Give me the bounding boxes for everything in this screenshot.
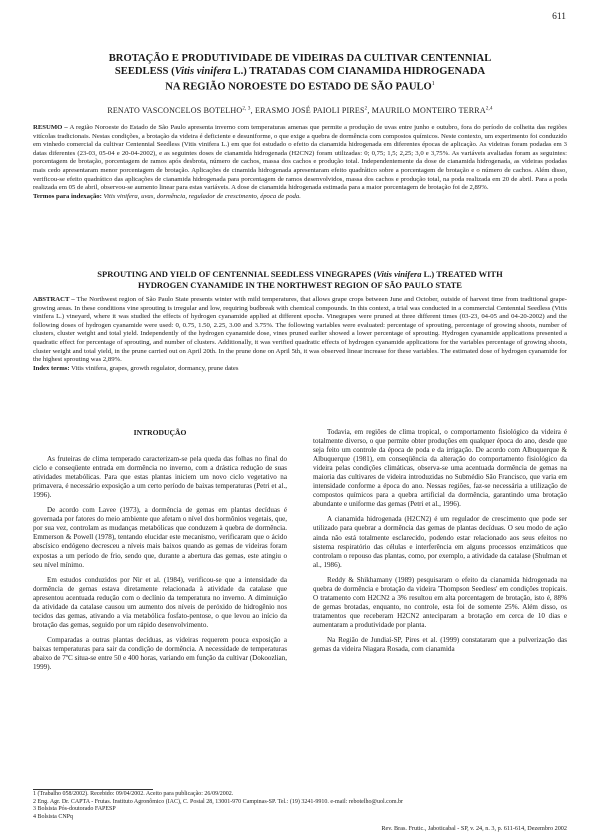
footnotes: [33, 791, 567, 822]
title-line-3: NA REGIÃO NOROESTE DO ESTADO DE SÃO PAULO$^1$: [165, 81, 435, 93]
footnote-divider: [33, 789, 153, 790]
body-column-right: [313, 428, 567, 654]
paragraph: A cianamida hidrogenada (H2CN2) é um regulador de crescimento que pode ser utilizado para quebrar a dormência das gemas de plantas decíduas. O seu modo de ação ainda não está totalmente esclarecido, podendo estar relacionado aos seus efeitos no sistema respiratório das células e interferência em alguns processos enzimáticos que controlam o repouso das plantas, como, por exemplo, a atividade da catalase (Shulman et al., 1986).: [313, 515, 567, 569]
abstract-label: ABSTRACT –: [33, 296, 75, 303]
footnote: 1 (Trabalho 058/2002). Recebido: 09/04/2002. Aceito para publicação: 26/09/2002.: [33, 791, 234, 797]
english-title: [40, 269, 560, 291]
footnote: 4 Bolsista CNPq: [33, 814, 74, 821]
title-line-2: SEEDLESS (Vitis vinifera L.) TRATADAS COM CIANAMIDA HIDROGENADA: [114, 66, 486, 77]
resumo-terms: Vitis vinifera, uvas, dormência, regulador de crescimento, época de poda.: [101, 192, 301, 200]
paragraph: Reddy & Shikhamany (1989) pesquisaram o efeito da cianamida hidrogenada na quebra de dormência e brotação da videira 'Thompson Seedless' em condições tropicais. O tratamento com H2CN2 a 3% resultou em alta porcentagem de brotação, isto é, 88% de gemas brotadas, enquanto, no controle, esta foi de somente 25%. Além disso, os tratamentos que receberam H2CN2 anteciparam a brotação em cerca de 10 dias e aumentaram a produtividade por planta.: [313, 575, 567, 629]
abstract-block: [33, 296, 567, 373]
paragraph: Comparadas a outras plantas decíduas, as videiras requerem pouca exposição a baixas temperaturas para sair da condição de dormência. A necessidade de temperaturas abaixo de 7ºC situa-se entre 50 e 400 horas, variando em função da cultivar (Dokoozlian, 1999).: [33, 635, 287, 672]
abstract-terms-label: Index terms:: [33, 364, 70, 372]
resumo-label: RESUMO –: [33, 124, 68, 131]
author-list: RENATO VASCONCELOS BOTELHO$^{2, 3}$, ERASMO JOSÉ PAIOLI PIRES$^2$, MAURILO MONTEIRO TERRA$^{2,4}$: [107, 106, 493, 115]
paragraph: As fruteiras de clima temperado caracterizam-se pela queda das folhas no final do ciclo e conseqüente entrada em dormência no inverno, com a drástica redução de suas atividades metabólicas. Para que estas plantas iniciem um novo ciclo vegetativo na primavera, é necessário exposição a um certo período de baixas temperaturas (Petri et al., 1996).: [33, 455, 287, 500]
footnote: 3 Bolsista Pós-doutorado FAPESP: [33, 806, 116, 813]
resumo-terms-label: Termos para indexação:: [33, 192, 102, 200]
footnote: 2 Eng. Agr. Dr. CAPTA - Frutas. Instituto Agronômico (IAC), C. Postal 28, 13001-970 Campinas-SP. Tel.: (19) 3241-9910. e-mail: rebotelho@uol.com.br: [33, 798, 403, 805]
author-2: ERASMO JOSÉ PAIOLI PIRES: [255, 106, 365, 115]
english-title-line-1: SPROUTING AND YIELD OF CENTENNIAL SEEDLESS VINEGRAPES (Vitis vinifera L.) TREATED WITH: [97, 269, 503, 279]
paragraph: Em estudos conduzidos por Nir et al. (1984), verificou-se que a intensidade da dormência de gemas estava diretamente relacionada à atividade da catalase que apresentou acentuada redução com o declínio da temperatura no inverno. A diminuição da atividade da catalase causou um aumento dos níveis de peróxido de hidrogênio nos tecidos das gemas, ativando a via metabólica fosfato-pentose, o que levou ao início da brotação das gemas, seguido por um rápido desenvolvimento.: [33, 575, 287, 629]
paragraph: Todavia, em regiões de clima tropical, o comportamento fisiológico da videira é totalmente diverso, o que permite obter produções em qualquer época do ano, desde que seja feito um controle da época de poda e da irrigação. De acordo com Albuquerque & Albuquerque (1981), em conseqüência da alteração do comportamento fisiológico da videira pelas condições climáticas, observa-se uma acentuada dormência de gemas na maioria das cultivares de videira introduzidas no Submédio São Francisco, que varia em intensidade conforme a época do ano. Nessas regiões, faz-se necessária a utilização de compostos químicos para a quebra artificial da dormência, garantindo uma brotação abundante e uniforme das gemas (Petri et al., 1996).: [313, 428, 567, 509]
journal-citation: Rev. Bras. Frutic., Jaboticabal - SP, v. 24, n. 3, p. 611-614, Dezembro 2002: [381, 825, 567, 832]
author-3: MAURILO MONTEIRO TERRA: [371, 106, 486, 115]
english-title-line-2: HYDROGEN CYANAMIDE IN THE NORTHWEST REGION OF SÃO PAULO STATE: [138, 280, 462, 290]
author-1: RENATO VASCONCELOS BOTELHO: [107, 106, 243, 115]
title-line-1: BROTAÇÃO E PRODUTIVIDADE DE VIDEIRAS DA CULTIVAR CENTENNIAL: [108, 53, 492, 64]
paragraph: Na Região de Jundiaí-SP, Pires et al. (1999) constataram que a pulverização das gemas da videira Niagara Rosada, com cianamida: [313, 635, 567, 654]
section-heading-introducao: INTRODUÇÃO: [133, 428, 187, 437]
resumo-block: [33, 124, 567, 201]
body-column-left: [33, 428, 287, 672]
paper-title: [40, 52, 560, 94]
paragraph: De acordo com Lavee (1973), a dormência de gemas em plantas decíduas é governada por fatores do meio ambiente que afetam o nível dos hormônios vegetais, que, por sua vez, controlam as mudanças metabólicas que conduzem à quebra de dormência. Emmerson & Powell (1978), tentando elucidar este mecanismo, verificaram que o ácido abscísico endógeno decresceu a níveis mais baixos quando as gemas de videiras foram expostas a um período de frio, sendo que, durante a abertura das gemas, este atingiu o seu nível mínimo.: [33, 506, 287, 569]
abstract-text: The Northwest region of São Paulo State presents winter with mild temperatures, that allows grape crops between June and October, outside of harvest time from traditional grape-growing areas. In these conditions vine sprouting is irregular and low, requiring budbreak with chemical compounds. In this context, a trial was conducted in a commercial Centennial Seedless (Vitis vinifera L.) vineyard, where it was studied the effects of hydrogen cyanamide applied at different epochs. Vinegrapes were pruned at three different times (03-23, 04-05 and 04-20-2002) and the following doses of hydrogen cyanamide were used: 0, 0.75, 1.50, 2.25, 3.00 and 3.75%. The following variables were evaluated: percentage of sprouting, percentage of growing shoots, number of clusters, cluster weight and total yield. Independently of the hydrogen cyanamide dose, vines pruned earlier showed a lower percentage of sprouting. Hydrogen cyanamide applications presented a quadratic effect for percentage of sprouting, and number of clusters. Additionally, it was verified quadratic effects of hydrogen cyanamide applications for the variables percentage of growing shoots, cluster weight and total yield, in the prune carried out on April 20th. In the prune done on April 5th, it was observed linear increase for these variables. The estimated dose of hydrogen cyanamide for the highest sprouting was 2,89%.: [33, 296, 567, 364]
resumo-text: A região Noroeste do Estado de São Paulo apresenta inverno com temperaturas amenas que permite a produção de uvas entre junho e outubro, fora do período de colheita das regiões vitícolas tradicionais. Nestas condições, a brotação da videira é deficiente e desuniforme, o que exige a quebra de dormência com compostos químicos. Neste contexto, um experimento foi conduzido em vinhedo comercial da cultivar Centennial Seedless (Vitis vinifera L.) em que foi estudado o efeito da cianamida hidrogenada em diferentes épocas de aplicação. As videiras foram podadas em 3 datas diferentes (23-03, 05-04 e 20-04-2002), e as seguintes doses de cianamida hidrogenada (H2CN2) foram utilizadas: 0; 0,75; 1,5; 2,25; 3,0 e 3,75%. As variáveis avaliadas foram as seguintes: porcentagem de brotação, porcentagem de ramos após desbrota, número de cachos, massa dos cachos e produção total. Independentemente da dose de cianamida hidrogenada, as videiras podadas mais cedo apresentaram menor porcentagem de brotação. Aplicações de cinamida hidrogenada apresentaram efeito quadrático sobre a porcentagem de brotação e o número de cachos. Além disso, verificou-se efeito quadrático das aplicações de cianamida hidrogenada para porcentagem de ramos desenvolvidos, massa dos cachos e produção total, na poda realizada em 20 de abril. Para a poda realizada em 05 de abril, observou-se aumento linear para estas variáveis. A dose de cianamida hidrogenada estimada para a maior porcentagem de brotação foi de 2,89%.: [33, 124, 567, 192]
page-number: 611: [552, 12, 566, 22]
abstract-terms: Vitis vinifera, grapes, growth regulator, dormancy, prune dates: [69, 364, 239, 372]
